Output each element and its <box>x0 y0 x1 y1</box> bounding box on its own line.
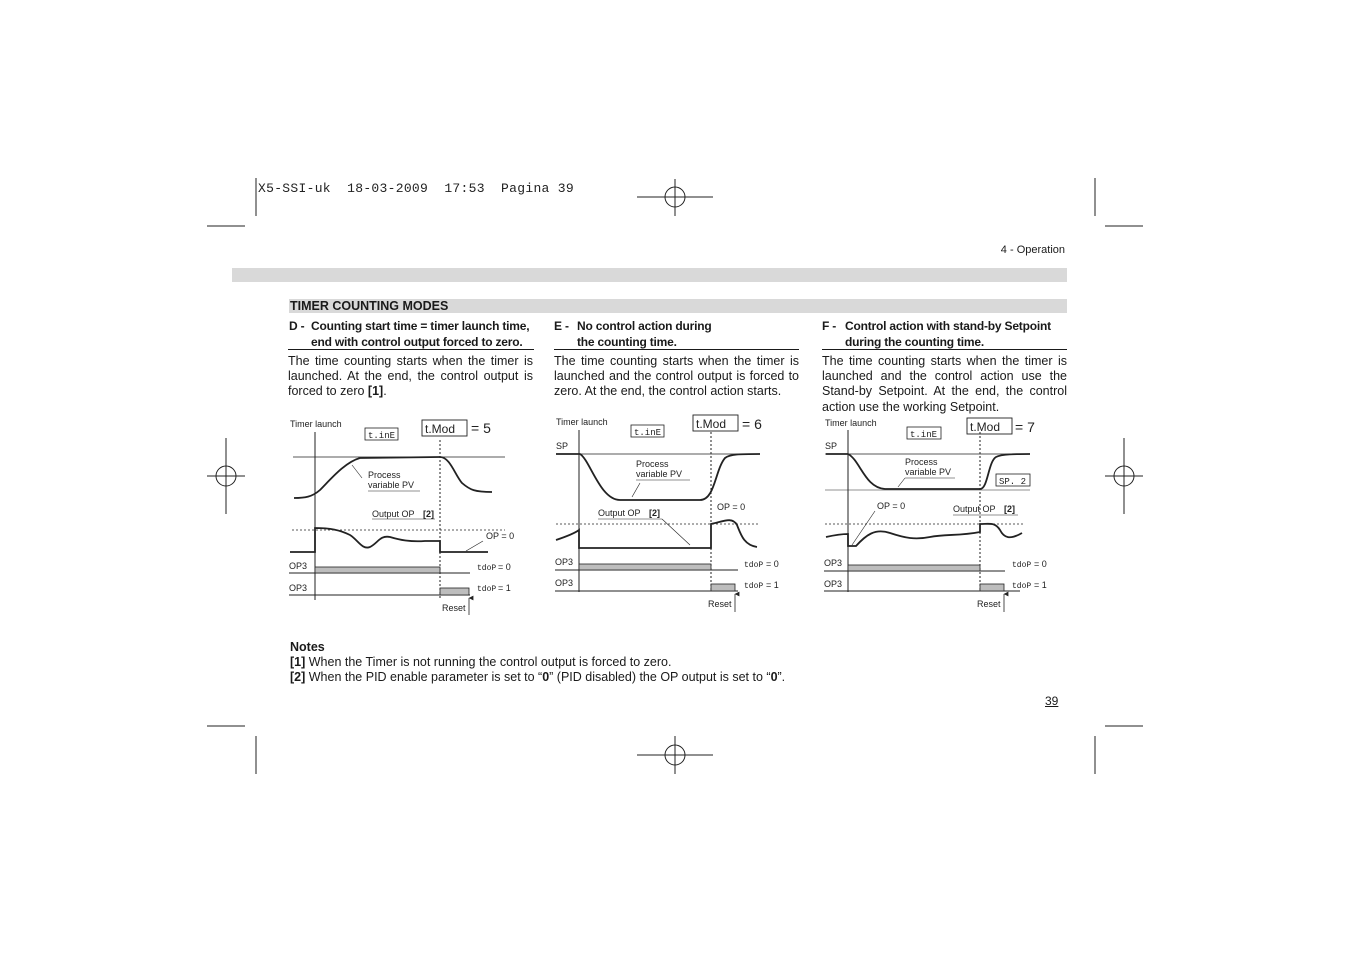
tdop0-label: = 0 <box>498 562 511 572</box>
process-label: Process <box>636 459 669 469</box>
output-op-label: Output OP <box>372 509 415 519</box>
column-label: E - <box>554 319 569 333</box>
column-label: F - <box>822 319 837 333</box>
print-header: X5-SSI-uk 18-03-2009 17:53 Pagina 39 <box>258 181 574 196</box>
output-op-label: Output OP <box>953 504 996 514</box>
display-tmod: t.Mod <box>696 417 727 431</box>
diagram-e <box>555 415 779 612</box>
column-text-end: . <box>383 384 387 399</box>
op3-label: OP3 <box>289 583 308 593</box>
tmod-value: = 5 <box>471 420 491 436</box>
ref-2: [2] <box>423 509 434 519</box>
timer-launch-label: Timer launch <box>290 419 342 429</box>
timer-launch-label: Timer launch <box>825 418 877 428</box>
timer-launch-label: Timer launch <box>556 417 608 427</box>
tdop-label: tdoP <box>1012 582 1032 591</box>
diagram-f <box>824 418 1047 612</box>
note-1 <box>290 655 785 670</box>
sp-label: SP <box>556 441 569 451</box>
tdop0-label: = 0 <box>766 559 779 569</box>
pv-label: variable PV <box>905 467 952 477</box>
op3-label: OP3 <box>289 561 308 571</box>
chapter-label: 4 - Operation <box>1000 244 1065 256</box>
column-title-line1: Counting start time = timer launch time, <box>311 319 530 333</box>
display-tmod: t.Mod <box>425 422 456 436</box>
column-text: The time counting starts when the timer is launched. At the end, the control output is forced to zero <box>288 354 533 399</box>
process-label: Process <box>368 470 401 480</box>
reset-label: Reset <box>708 599 732 609</box>
op3-label: OP3 <box>555 578 574 588</box>
tdop-label: tdoP <box>477 585 497 594</box>
op0-label: OP = 0 <box>486 531 515 541</box>
op0-label: OP = 0 <box>877 501 906 511</box>
page-number: 39 <box>1045 694 1059 708</box>
display-tmod: t.Mod <box>970 420 1001 434</box>
tdop0-label: = 0 <box>1034 559 1047 569</box>
section-title: TIMER COUNTING MODES <box>290 299 449 313</box>
column-title-line1: Control action with stand-by Setpoint <box>845 319 1051 333</box>
op3-label: OP3 <box>555 557 574 567</box>
process-label: Process <box>905 457 938 467</box>
column-title-line2: during the counting time. <box>845 335 984 349</box>
column-label: D - <box>289 319 305 333</box>
column-title-line1: No control action during <box>577 319 712 333</box>
notes-block <box>290 640 785 686</box>
tdop1-label: = 1 <box>1034 580 1047 590</box>
note-ref: [2] <box>290 670 306 685</box>
display-time: t.inE <box>368 431 396 441</box>
ref-2: [2] <box>1004 504 1015 514</box>
notes-heading: Notes <box>290 640 325 654</box>
tdop-label: tdoP <box>1012 561 1032 570</box>
pv-label: variable PV <box>368 480 415 490</box>
tdop1-label: = 1 <box>766 580 779 590</box>
diagram-d <box>289 419 514 615</box>
op3-label: OP3 <box>824 558 843 568</box>
column-title-line2: the counting time. <box>577 335 677 349</box>
note-bold: 0 <box>770 670 778 685</box>
reset-label: Reset <box>977 599 1001 609</box>
note-bold: 0 <box>542 670 550 685</box>
output-op-label: Output OP <box>598 508 641 518</box>
ref-1: [1] <box>367 384 384 399</box>
column-text: The time counting starts when the timer is launched and the control output is forced to zero. At the end, the control action starts. <box>554 354 799 399</box>
note-text: ”. <box>777 670 786 685</box>
tdop-label: tdoP <box>477 564 497 573</box>
tdop1-label: = 1 <box>498 583 511 593</box>
display-sp2: SP. 2 <box>999 477 1027 487</box>
tmod-value: = 6 <box>742 416 762 432</box>
tmod-value: = 7 <box>1015 419 1035 435</box>
reset-label: Reset <box>442 603 466 613</box>
note-ref: [1] <box>290 655 306 670</box>
note-text: When the PID enable parameter is set to “ <box>305 670 543 685</box>
note-text: When the Timer is not running the control output is forced to zero. <box>305 655 672 670</box>
note-text: ” (PID disabled) the OP output is set to “ <box>549 670 771 685</box>
display-time: t.inE <box>910 430 938 440</box>
pv-label: variable PV <box>636 469 683 479</box>
tdop-label: tdoP <box>744 561 764 570</box>
column-title-line2: end with control output forced to zero. <box>311 335 523 349</box>
sp-label: SP <box>825 441 838 451</box>
display-time: t.inE <box>634 428 662 438</box>
op0-label: OP = 0 <box>717 502 746 512</box>
tdop-label: tdoP <box>744 582 764 591</box>
column-text: The time counting starts when the timer is launched and the control action use the Stand-by Setpoint. At the end, the control action use the working Setpoint. <box>822 354 1067 414</box>
ref-2: [2] <box>649 508 660 518</box>
note-2 <box>290 670 785 685</box>
op3-label: OP3 <box>824 579 843 589</box>
